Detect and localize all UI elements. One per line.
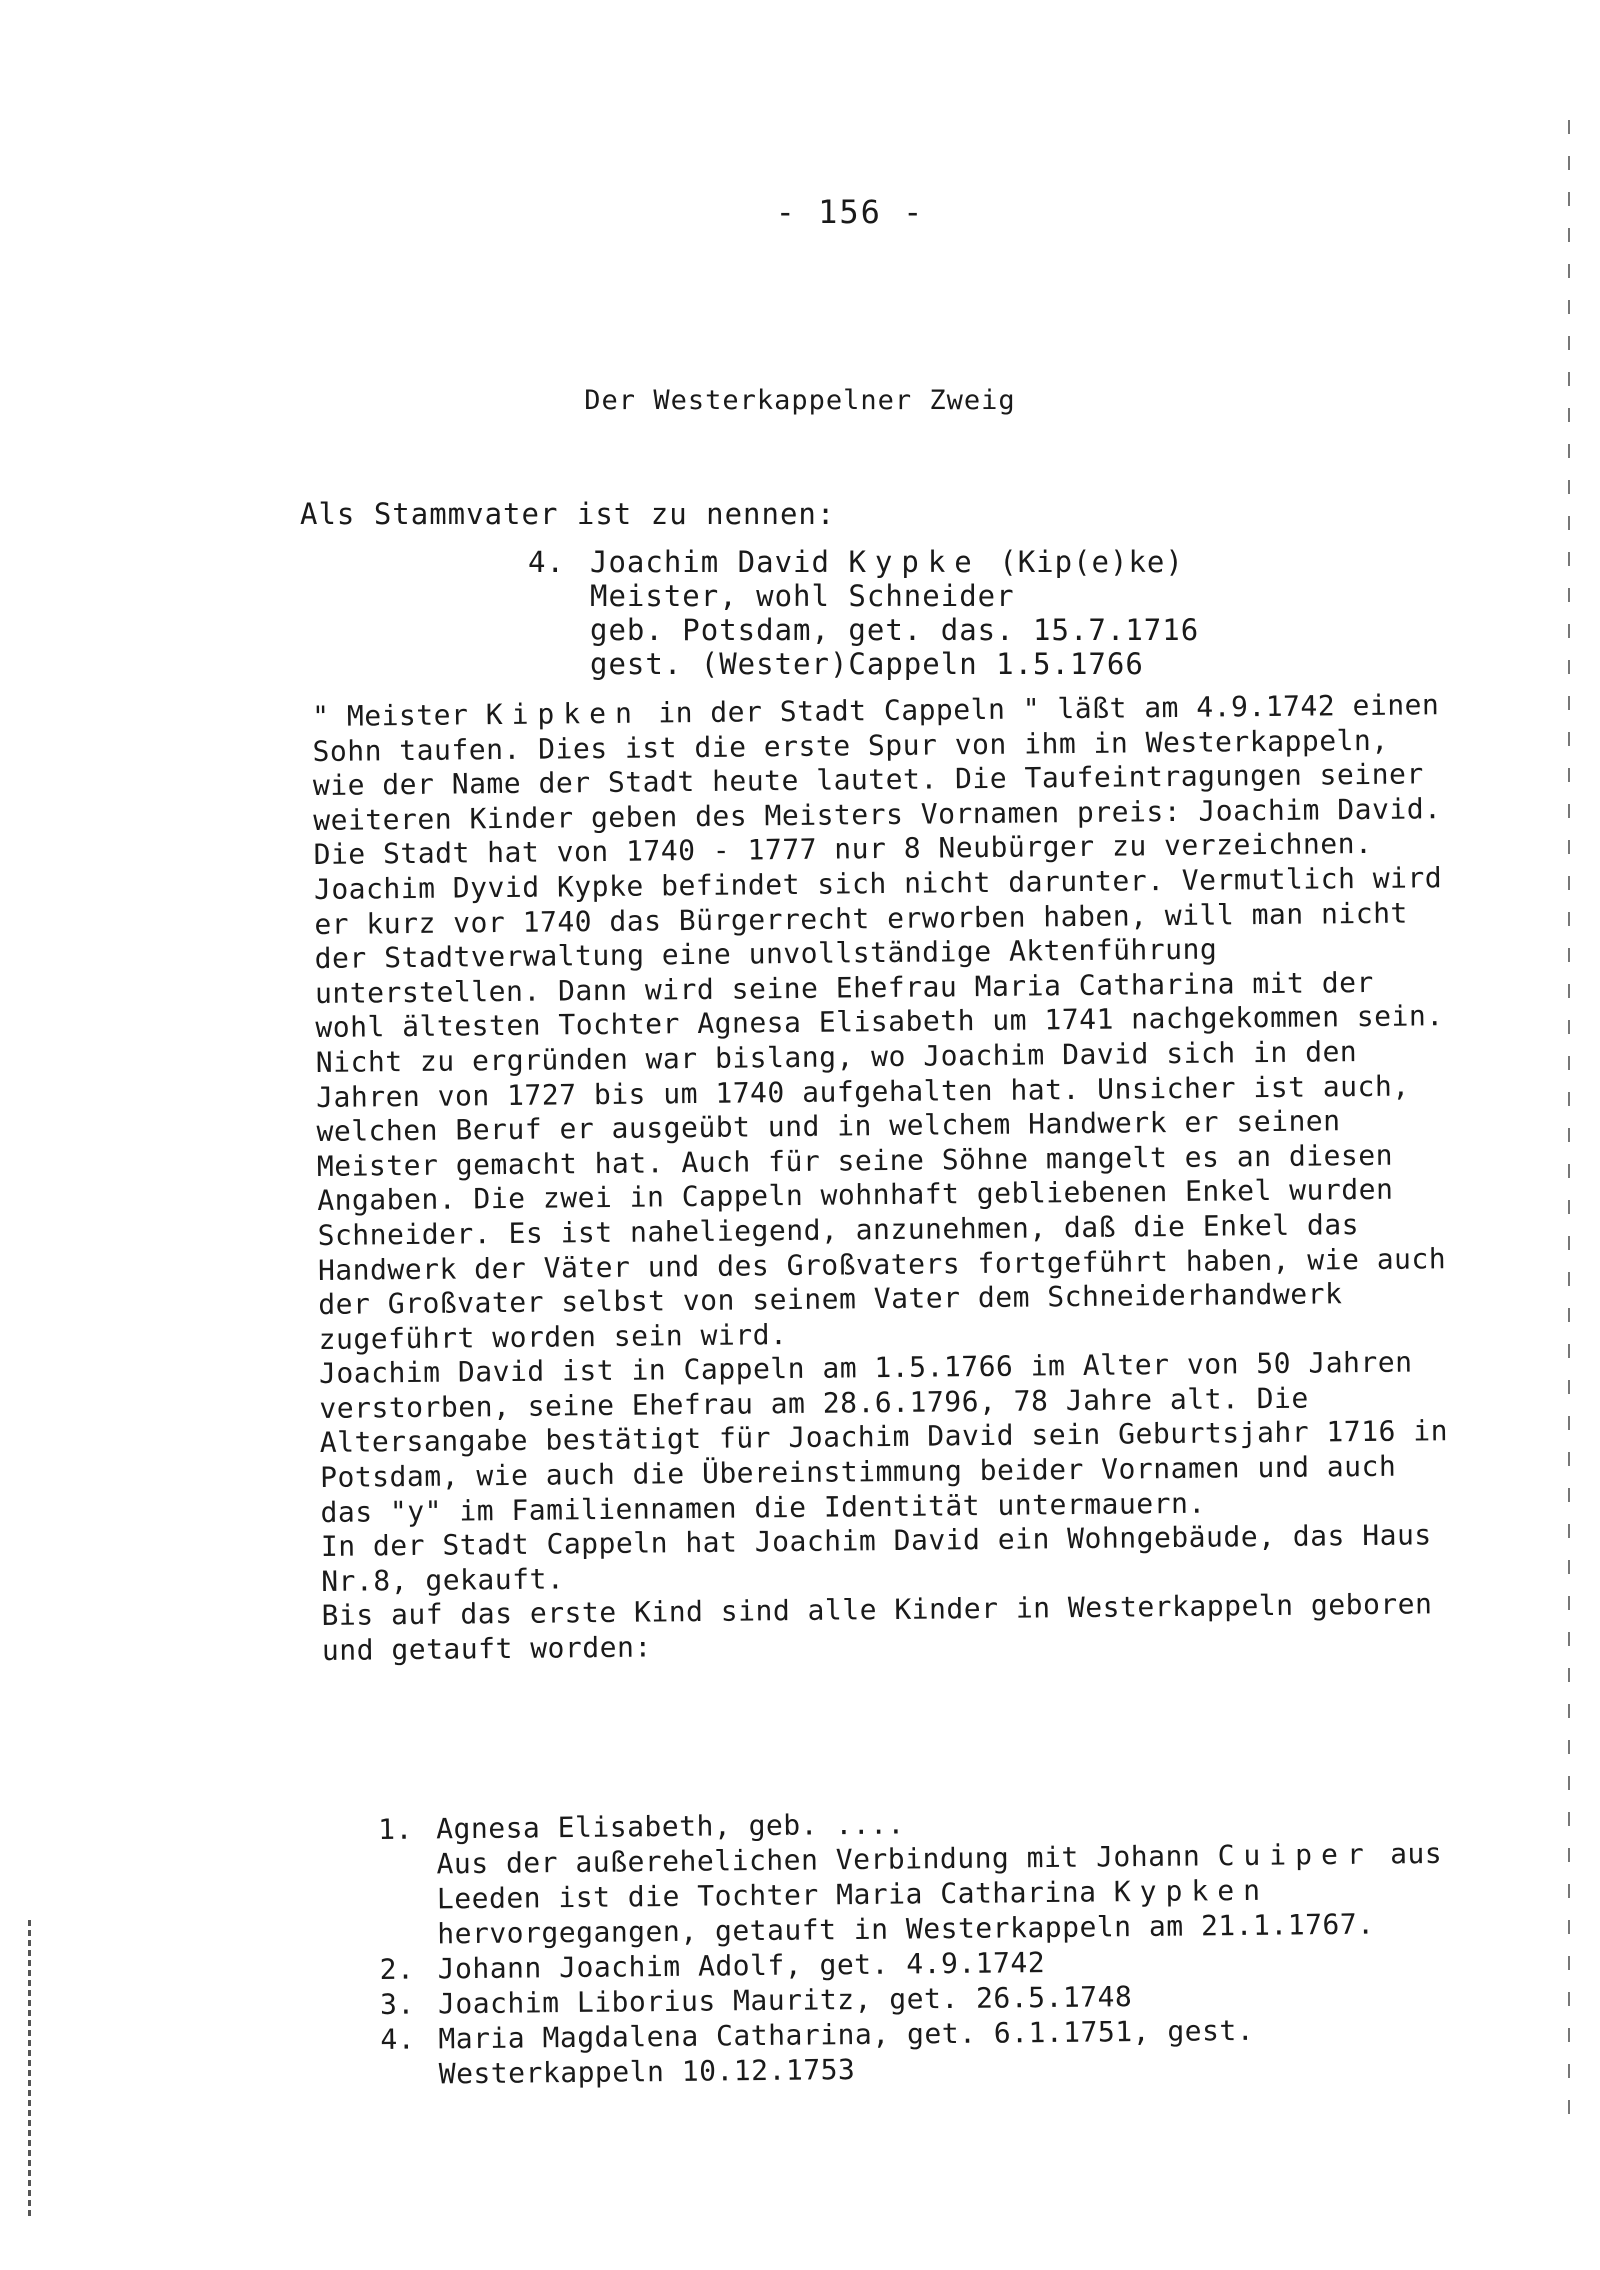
- list-item-number: 4.: [380, 2022, 416, 2056]
- list-item-note: Aus der außerehelichen Verbindung mit Johann: [436, 1839, 1201, 1881]
- ancestor-name-line: [528, 545, 1199, 579]
- body-text: [312, 688, 1457, 1668]
- scan-edge-right: [1568, 120, 1570, 2120]
- p1-text: in der Stadt Cappeln " läßt am 4.9.1742 einen Sohn taufen. Dies ist die erste Spur von ihm in Westerkappeln, wie der Name der Stadt heute lautet. Die Taufeintragungen seiner weiteren Kinder geben des Meisters Vornamen preis: Joachim David. Die Stadt hat von 1740 - 1777 nur 8 Neubürger zu verzeichnen. Joachim Dyvid Kypke befindet sich nicht darunter. Vermutlich wird er kurz vor 1740 das Bürgerrecht erworben haben, will man nicht der Stadtverwaltung eine unvollständige Aktenführung unterstellen. Dann wird seine Ehefrau Maria Catharina mit der wohl ältesten Tochter Agnesa Elisabeth um 1741 nachgekommen sein.: [312, 688, 1444, 1045]
- ancestor-name-variant: (Kip(e)ke): [999, 545, 1184, 579]
- list-item-text: Maria Magdalena Catharina, get. 6.1.1751, gest. Westerkappeln 10.12.1753: [438, 2013, 1255, 2091]
- list-item-number: 3.: [379, 1987, 415, 2021]
- paragraph-2: Nicht zu ergründen war bislang, wo Joachim David sich in den Jahren von 1727 bis um 1740 aufgehalten hat. Unsicher ist auch, welchen Beruf er ausgeübt und in welchem Handwerk er seinen Meister gemacht hat. Auch für seine Söhne mangelt es an diesen Angaben. Die zwei in Cappeln wohnhaft gebliebenen Enkel wurden Schneider. Es ist naheliegend, anzunehmen, daß die Enkel das Handwerk der Väter und des Großvaters fortgeführt haben, wie auch der Großvater selbst von seinem Vater dem Schneiderhandwerk zugeführt worden sein wird.: [315, 1035, 1447, 1356]
- p1-quote-start: " Meister: [312, 698, 469, 733]
- paragraph-3: Joachim David ist in Cappeln am 1.5.1766 im Alter von 50 Jahren verstorben, seine Ehefrau am 28.6.1796, 78 Jahre alt. Die Altersangabe bestätigt für Joachim David sein Geburtsjahr 1716 in Potsdam, wie auch die Übereinstimmung beider Vornamen und auch das "y" im Familiennamen die Identität untermauern.: [318, 1345, 1449, 1529]
- intro-line: Als Stammvater ist zu nennen:: [300, 497, 836, 531]
- list-item: [380, 2011, 1461, 2092]
- ancestor-death: gest. (Wester)Cappeln 1.5.1766: [590, 647, 1144, 681]
- list-item: [378, 1801, 1459, 1952]
- ancestor-surname: Kypke: [848, 545, 981, 579]
- list-item-text: Joachim Liborius Mauritz, get. 26.5.1748: [437, 1980, 1133, 2021]
- ancestor-entry: [528, 545, 1199, 681]
- list-item-number: 2.: [379, 1952, 415, 1986]
- list-item-text: Agnesa Elisabeth, geb. ....: [436, 1807, 905, 1846]
- section-title: Der Westerkappelner Zweig: [584, 385, 1016, 416]
- list-item-note: aus Leeden ist die Tochter Maria Catharina: [436, 1836, 1443, 1916]
- ancestor-occupation: Meister, wohl Schneider: [590, 579, 1015, 613]
- list-item-number: 1.: [378, 1812, 414, 1846]
- ancestor-number: 4.: [528, 545, 565, 579]
- list-item-text: Johann Joachim Adolf, get. 4.9.1742: [437, 1946, 1046, 1986]
- list-item-note-name: Cuiper: [1217, 1837, 1373, 1873]
- ancestor-given-names: Joachim David: [590, 545, 830, 579]
- paragraph-5: Bis auf das erste Kind sind alle Kinder in Westerkappeln geboren und getauft worden:: [321, 1587, 1433, 1667]
- children-list: [378, 1801, 1461, 2092]
- paragraph-4: In der Stadt Cappeln hat Joachim David ein Wohngebäude, das Haus Nr.8, gekauft.: [320, 1518, 1432, 1598]
- paragraph-1: [312, 688, 1451, 1046]
- page-number: - 156 -: [775, 193, 925, 231]
- scan-edge-left: [28, 1920, 31, 2220]
- ancestor-birth: geb. Potsdam, get. das. 15.7.1716: [590, 613, 1200, 647]
- list-item-note-name: Kypken: [1113, 1873, 1270, 1909]
- p1-name-kipken: Kipken: [485, 696, 642, 732]
- list-item-note: hervorgegangen, getauft in Westerkappeln am 21.1.1767.: [437, 1907, 1375, 1951]
